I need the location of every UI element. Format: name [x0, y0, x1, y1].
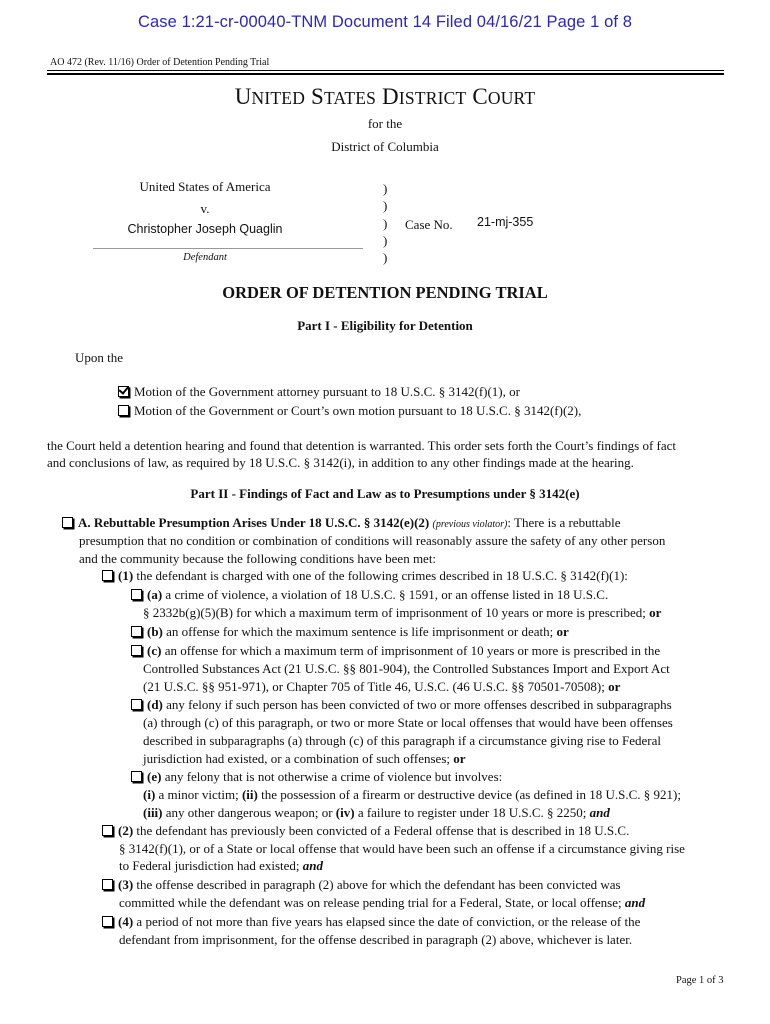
- condition-2-text: § 3142(f)(1), or of a State or local offense that would have been such an offense if a circumstance giving rise: [119, 841, 685, 856]
- form-id: AO 472 (Rev. 11/16) Order of Detention Pending Trial: [50, 57, 270, 68]
- checkbox-icon[interactable]: [131, 645, 142, 656]
- condition-4-text: defendant from imprisonment, for the offense described in paragraph (2) above, whichever is later.: [119, 932, 633, 947]
- section-a-text: and the community because the following conditions have been met:: [79, 551, 437, 566]
- clause-d-text: (a) through (c) of this paragraph, or two or more State or local offenses that would have been offenses: [143, 715, 673, 730]
- document-title: ORDER OF DETENTION PENDING TRIAL: [222, 283, 548, 302]
- clause-a[interactable]: (a) a crime of violence, a violation of 18 U.S.C. § 1591, or an offense listed in 18 U.S.C.: [131, 587, 608, 603]
- checkbox-icon[interactable]: [102, 879, 113, 890]
- caption-paren: ): [383, 216, 388, 231]
- plaintiff-name: United States of America: [139, 179, 271, 194]
- clause-d-text: jurisdiction had existed, or a combination of such offenses; or: [143, 751, 466, 766]
- clause-d-text: described in subparagraphs (a) through (c) of this paragraph if a circumstance giving rise to Federal: [143, 733, 662, 748]
- condition-3-text: committed while the defendant was on release pending trial for a Federal, State, or local offense; and: [119, 895, 646, 910]
- condition-1[interactable]: (1) the defendant is charged with one of the following crimes described in 18 U.S.C. § 3142(f)(1):: [102, 568, 628, 584]
- clause-c-text: Controlled Substances Act (21 U.S.C. §§ 801-904), the Controlled Substances Import and Export Act: [143, 661, 670, 676]
- clause-e-text: (i) a minor victim; (ii) the possession of a firearm or destructive device (as defined in 18 U.S.C. § 921);: [143, 787, 681, 802]
- option-court-motion[interactable]: Motion of the Government or Court’s own motion pursuant to 18 U.S.C. § 3142(f)(2),: [118, 403, 581, 419]
- checkbox-checked-icon[interactable]: [118, 386, 129, 397]
- clause-a-text: § 2332b(g)(5)(B) for which a maximum term of imprisonment of 10 years or more is prescribed; or: [143, 605, 662, 620]
- part-2-heading: Part II - Findings of Fact and Law as to Presumptions under § 3142(e): [190, 486, 580, 501]
- district-name: District of Columbia: [331, 139, 439, 154]
- page-number: Page 1 of 3: [676, 975, 724, 986]
- case-number: 21-mj-355: [477, 215, 534, 229]
- clause-d[interactable]: (d) any felony if such person has been convicted of two or more offenses described in subparagraphs: [131, 697, 672, 713]
- caption-paren: ): [383, 250, 388, 265]
- for-the: for the: [367, 116, 403, 131]
- court-title: UNITED STATES DISTRICT COURT: [234, 84, 536, 109]
- header-rule-thick: [47, 73, 724, 75]
- clause-e-text: (iii) any other dangerous weapon; or (iv) a failure to register under 18 U.S.C. § 2250; and: [143, 805, 610, 820]
- part-1-heading: Part I - Eligibility for Detention: [297, 318, 473, 333]
- case-stamp: Case 1:21-cr-00040-TNM Document 14 Filed 04/16/21 Page 1 of 8: [137, 13, 633, 31]
- clause-b[interactable]: (b) an offense for which the maximum sentence is life imprisonment or death; or: [131, 624, 569, 640]
- upon-the: Upon the: [75, 350, 124, 365]
- checkbox-icon[interactable]: [102, 825, 113, 836]
- defendant-label: Defendant: [183, 252, 227, 263]
- header-rule: [47, 70, 724, 71]
- checkbox-icon[interactable]: [131, 589, 142, 600]
- caption-paren: ): [383, 181, 388, 196]
- condition-2-text: to Federal jurisdiction had existed; and: [119, 858, 323, 873]
- section-a[interactable]: A. Rebuttable Presumption Arises Under 18 U.S.C. § 3142(e)(2) (previous violator): There is a rebuttable: [62, 515, 621, 531]
- condition-3[interactable]: (3) the offense described in paragraph (2) above for which the defendant has been convicted was: [102, 877, 621, 893]
- versus: v.: [200, 201, 210, 216]
- clause-c[interactable]: (c) an offense for which a maximum term of imprisonment of 10 years or more is prescribed in the: [131, 643, 660, 659]
- checkbox-icon[interactable]: [131, 699, 142, 710]
- section-a-text: presumption that no condition or combination of conditions will reasonably assure the safety of any other person: [79, 533, 666, 548]
- checkbox-icon[interactable]: [131, 626, 142, 637]
- caption-paren: ): [383, 233, 388, 248]
- condition-2[interactable]: (2) the defendant has previously been convicted of a Federal offense that is described in 18 U.S.C.: [102, 823, 629, 839]
- option-govt-motion[interactable]: Motion of the Government attorney pursuant to 18 U.S.C. § 3142(f)(1), or: [118, 384, 520, 400]
- case-no-label: Case No.: [405, 217, 453, 232]
- finding-text: and conclusions of law, as required by 18 U.S.C. § 3142(i), in addition to any other findings made at the hearing.: [47, 455, 634, 470]
- checkbox-icon[interactable]: [102, 570, 113, 581]
- checkbox-icon[interactable]: [131, 771, 142, 782]
- finding-text: the Court held a detention hearing and found that detention is warranted. This order sets forth the Court’s findings of fact: [47, 438, 677, 453]
- caption-rule: [93, 248, 363, 249]
- clause-c-text: (21 U.S.C. §§ 951-971), or Chapter 705 of Title 46, U.S.C. (46 U.S.C. §§ 70501-70508); or: [143, 679, 621, 694]
- clause-e[interactable]: (e) any felony that is not otherwise a crime of violence but involves:: [131, 769, 502, 785]
- checkbox-icon[interactable]: [102, 916, 113, 927]
- defendant-name: Christopher Joseph Quaglin: [127, 222, 283, 236]
- caption-paren: ): [383, 198, 388, 213]
- checkbox-icon[interactable]: [118, 405, 129, 416]
- checkbox-icon[interactable]: [62, 517, 73, 528]
- condition-4[interactable]: (4) a period of not more than five years has elapsed since the date of conviction, or the release of the: [102, 914, 640, 930]
